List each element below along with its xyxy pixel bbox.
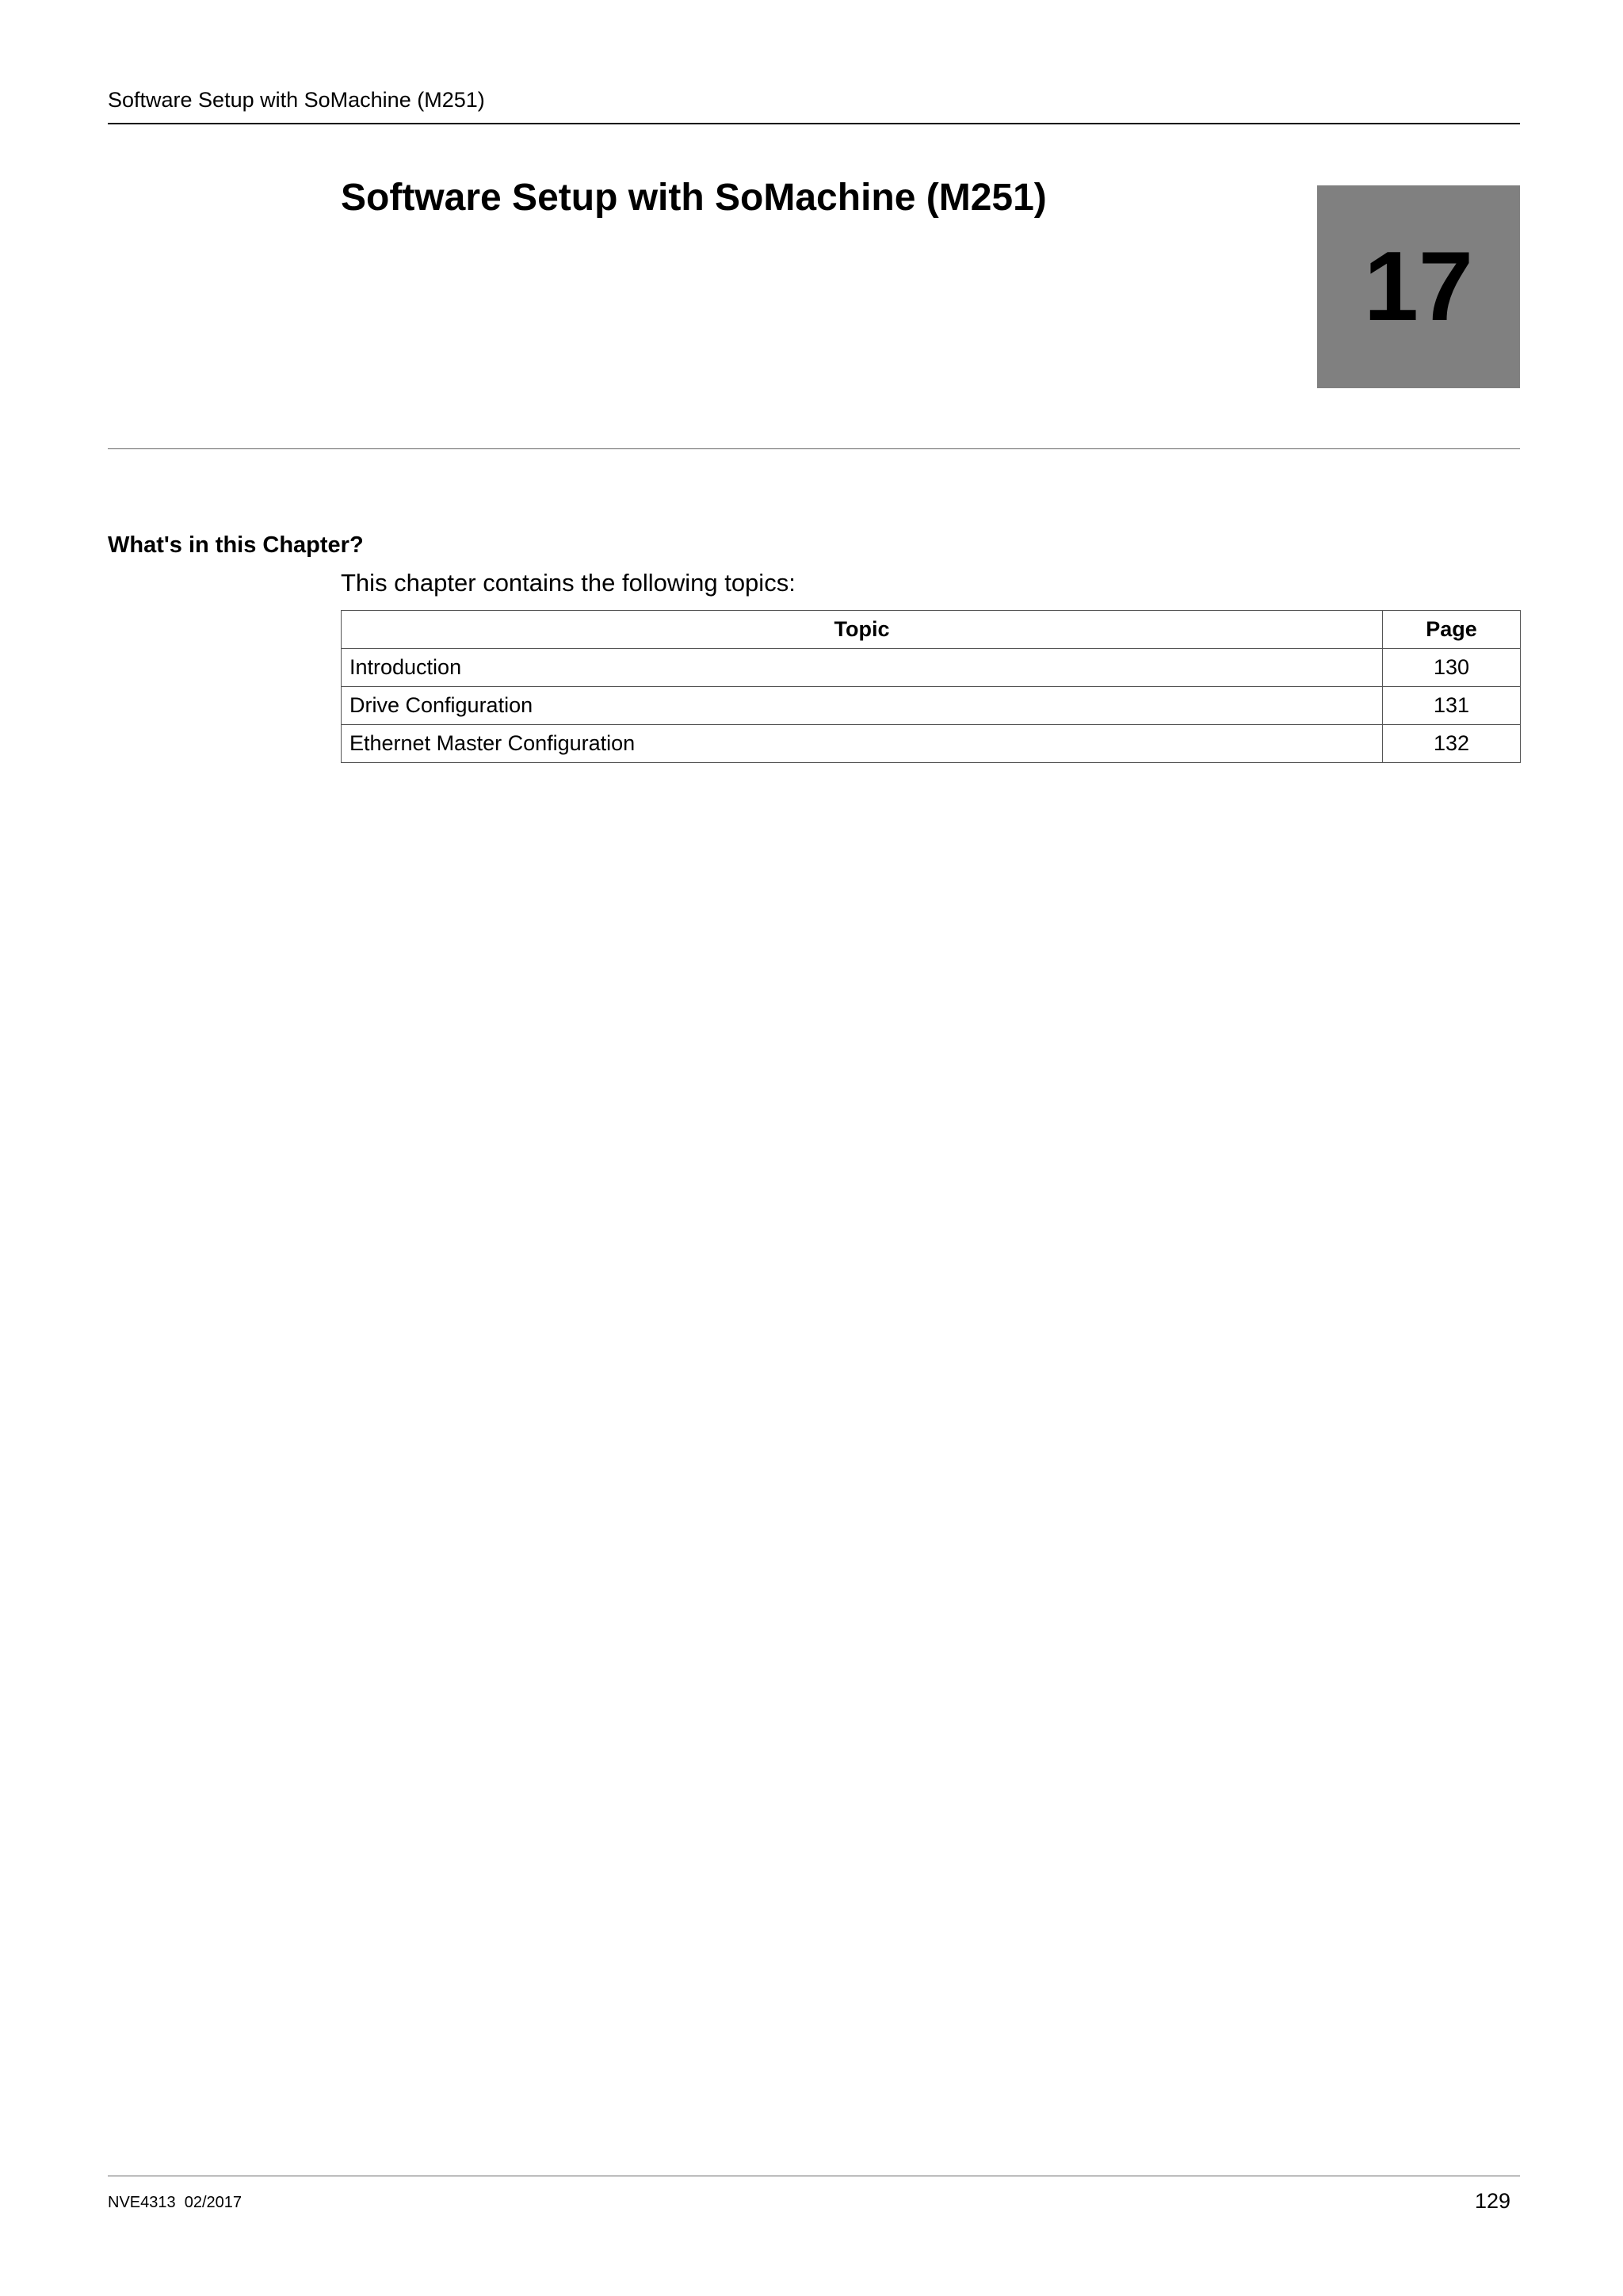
- topic-cell[interactable]: Introduction: [342, 649, 1383, 687]
- section-heading: What's in this Chapter?: [108, 532, 364, 558]
- footer-doc-ref: NVE4313 02/2017: [108, 2194, 242, 2211]
- table-row: [342, 725, 1521, 763]
- table-header-row: [342, 611, 1521, 649]
- topic-cell[interactable]: Drive Configuration: [342, 687, 1383, 725]
- table-row: [342, 649, 1521, 687]
- page-cell[interactable]: 130: [1383, 649, 1521, 687]
- page-cell[interactable]: 131: [1383, 687, 1521, 725]
- column-header-page: Page: [1383, 611, 1521, 649]
- intro-text: This chapter contains the following topics:: [341, 569, 796, 597]
- header-rule: [108, 123, 1520, 124]
- chapter-number: 17: [1364, 232, 1473, 341]
- running-header: Software Setup with SoMachine (M251): [108, 88, 485, 112]
- chapter-number-box: [1317, 185, 1520, 388]
- column-header-topic: Topic: [342, 611, 1383, 649]
- chapter-divider-rule: [108, 448, 1520, 449]
- table-row: [342, 687, 1521, 725]
- topic-cell[interactable]: Ethernet Master Configuration: [342, 725, 1383, 763]
- topics-table: [341, 610, 1521, 763]
- page-cell[interactable]: 132: [1383, 725, 1521, 763]
- footer-page-number: 129: [1474, 2189, 1510, 2213]
- chapter-title: Software Setup with SoMachine (M251): [341, 177, 1047, 219]
